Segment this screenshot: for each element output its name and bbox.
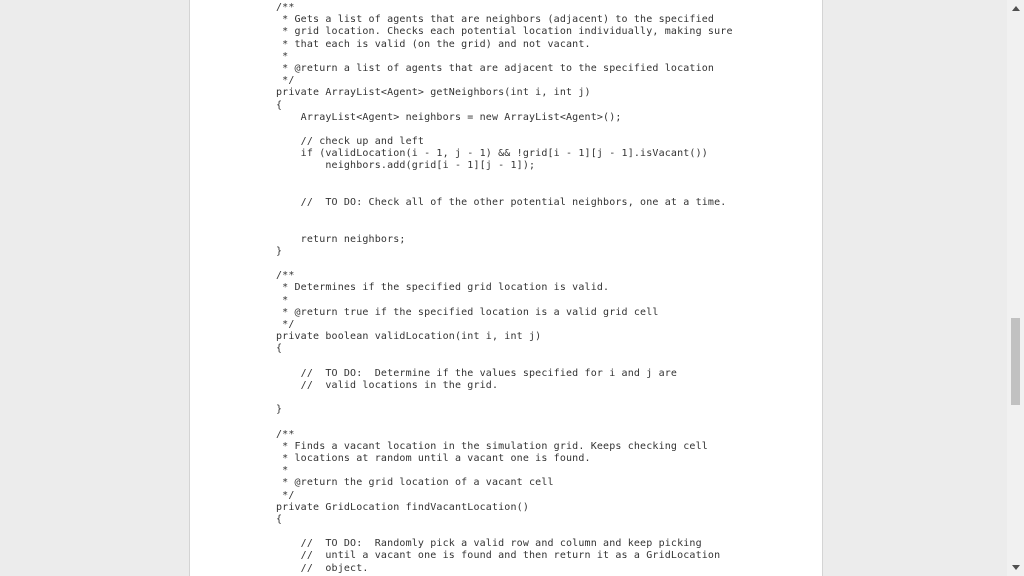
- code-line: * @return true if the specified location is a valid grid cell: [276, 306, 659, 318]
- code-line: * Finds a vacant location in the simulation grid. Keeps checking cell: [276, 440, 708, 452]
- code-line: neighbors.add(grid[i - 1][j - 1]);: [276, 160, 536, 172]
- code-line: [276, 221, 733, 233]
- code-line: {: [276, 99, 283, 111]
- code-line: // TO DO: Determine if the values specified for i and j are: [276, 367, 678, 379]
- code-line: {: [276, 343, 283, 355]
- code-line: /**: [276, 270, 295, 282]
- vertical-scrollbar[interactable]: [1007, 0, 1024, 576]
- code-line: *: [276, 465, 289, 477]
- code-line: * @return a list of agents that are adjacent to the specified location: [276, 62, 715, 74]
- code-line: }: [276, 245, 283, 257]
- code-line: /**: [276, 2, 295, 13]
- scroll-down-arrow-icon[interactable]: [1007, 559, 1024, 576]
- code-line: * that each is valid (on the grid) and not vacant.: [276, 38, 591, 50]
- code-line: // TO DO: Randomly pick a valid row and column and keep picking: [276, 538, 702, 550]
- code-line: if (validLocation(i - 1, j - 1) && !grid[i - 1][j - 1].isVacant()): [276, 148, 708, 160]
- code-listing: [276, 2, 733, 575]
- code-line: [276, 173, 733, 185]
- code-line: [276, 355, 733, 367]
- code-line: [276, 124, 733, 136]
- code-line: {: [276, 513, 283, 525]
- code-line: [276, 392, 733, 404]
- code-line: * locations at random until a vacant one is found.: [276, 452, 591, 464]
- code-line: * grid location. Checks each potential location individually, making sure: [276, 26, 733, 38]
- code-line: /**: [276, 428, 295, 440]
- code-line: */: [276, 489, 295, 501]
- code-line: return neighbors;: [276, 233, 406, 245]
- code-line: // check up and left: [276, 136, 425, 148]
- code-line: */: [276, 75, 295, 87]
- code-line: * @return the grid location of a vacant cell: [276, 477, 554, 489]
- code-line: // object.: [276, 562, 369, 574]
- code-line: private boolean validLocation(int i, int j): [276, 331, 542, 343]
- code-line: ArrayList<Agent> neighbors = new ArrayList<Agent>();: [276, 111, 622, 123]
- code-line: * Gets a list of agents that are neighbors (adjacent) to the specified: [276, 14, 715, 26]
- code-line: // TO DO: Check all of the other potential neighbors, one at a time.: [276, 197, 727, 208]
- code-line: // valid locations in the grid.: [276, 379, 499, 391]
- code-line: [276, 416, 733, 428]
- code-line: private ArrayList<Agent> getNeighbors(int i, int j): [276, 87, 591, 99]
- code-line: }: [276, 404, 283, 416]
- document-page: [189, 0, 823, 576]
- code-line: *: [276, 50, 289, 62]
- scrollbar-thumb[interactable]: [1011, 318, 1020, 405]
- scroll-up-arrow-icon[interactable]: [1007, 0, 1024, 17]
- code-line: [276, 185, 733, 197]
- code-line: private GridLocation findVacantLocation(): [276, 501, 529, 513]
- code-line: [276, 526, 733, 538]
- code-line: [276, 209, 733, 221]
- code-line: [276, 258, 733, 270]
- code-line: */: [276, 318, 295, 330]
- code-line: *: [276, 294, 289, 306]
- code-line: // until a vacant one is found and then return it as a GridLocation: [276, 550, 721, 562]
- code-line: * Determines if the specified grid location is valid.: [276, 282, 610, 294]
